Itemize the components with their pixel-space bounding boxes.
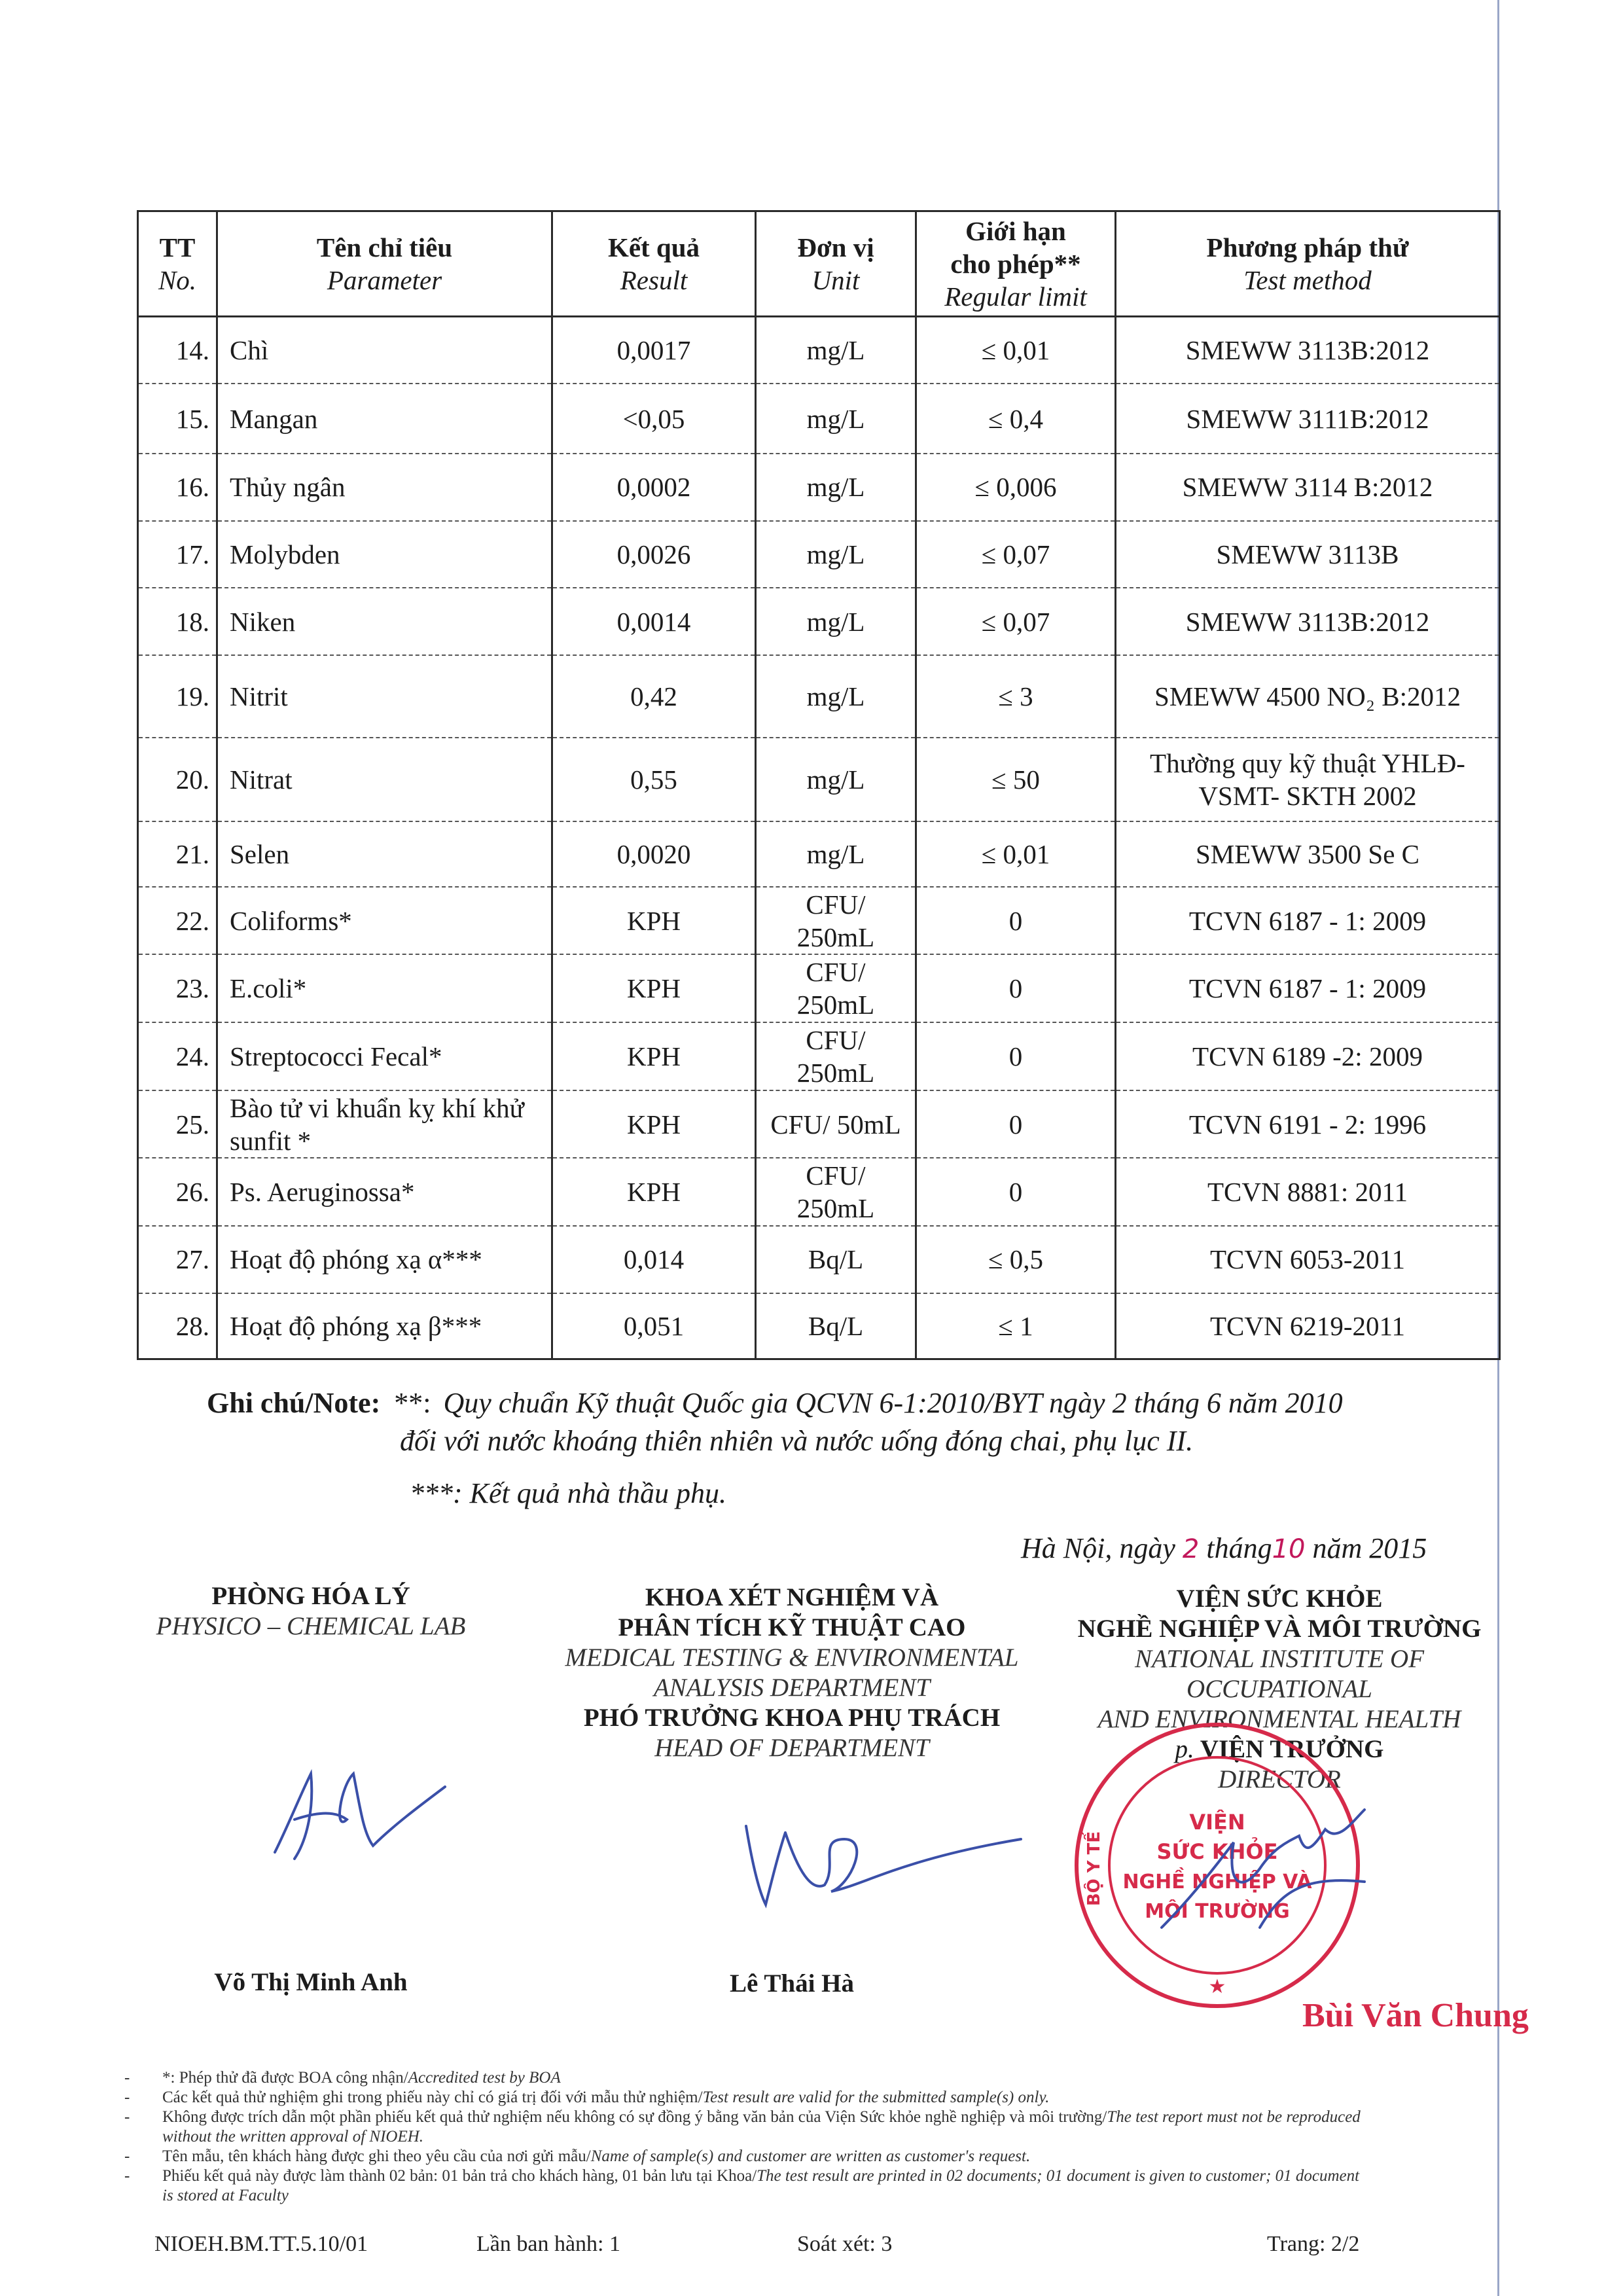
institute-role-prefix: p. bbox=[1175, 1735, 1194, 1763]
cell-tt: 18. bbox=[138, 588, 217, 655]
date-prefix: Hà Nội, ngày bbox=[1021, 1532, 1175, 1564]
cell-method: SMEWW 4500 NO₂ B:2012 bbox=[1116, 655, 1500, 738]
dept-title-en-2: ANALYSIS DEPARTMENT bbox=[653, 1674, 931, 1702]
signatory-lab bbox=[118, 1581, 504, 1641]
cell-unit: mg/L bbox=[756, 588, 916, 655]
cell-result: 0,0017 bbox=[552, 317, 756, 384]
cell-param: Selen bbox=[217, 821, 552, 887]
footnote-bullet: - bbox=[124, 2167, 130, 2185]
cell-method: TCVN 8881: 2011 bbox=[1116, 1158, 1500, 1226]
cell-method: TCVN 6219-2011 bbox=[1116, 1293, 1500, 1359]
footnote-item bbox=[124, 2068, 1368, 2088]
cell-unit: CFU/ 250mL bbox=[756, 1022, 916, 1090]
cell-result: 0,42 bbox=[552, 655, 756, 738]
note-label: Ghi chú/Note: bbox=[207, 1387, 381, 1419]
institute-name: Bùi Văn Chung bbox=[1302, 1997, 1529, 2034]
stamp-line1: VIỆN bbox=[1189, 1810, 1245, 1835]
cell-tt: 24. bbox=[138, 1022, 217, 1090]
cell-tt: 15. bbox=[138, 384, 217, 454]
cell-param: Molybden bbox=[217, 521, 552, 588]
note1-line2: đối với nước khoáng thiên nhiên và nước uống đóng chai, phụ lục II. bbox=[400, 1425, 1194, 1457]
footnote-bullet: - bbox=[124, 2069, 130, 2087]
table-row bbox=[138, 588, 1500, 655]
cell-result: KPH bbox=[552, 1158, 756, 1226]
footnote-item bbox=[124, 2088, 1368, 2108]
cell-method: TCVN 6191 - 2: 1996 bbox=[1116, 1090, 1500, 1158]
cell-result: <0,05 bbox=[552, 384, 756, 454]
table-row bbox=[138, 1090, 1500, 1158]
table-row bbox=[138, 454, 1500, 521]
cell-unit: CFU/ 250mL bbox=[756, 954, 916, 1022]
cell-method: SMEWW 3111B:2012 bbox=[1116, 384, 1500, 454]
footnote-en: The test result are printed in 02 documents; 01 document is given to customer; 01 document is stored at Faculty bbox=[162, 2167, 1360, 2204]
cell-unit: mg/L bbox=[756, 821, 916, 887]
cell-method: TCVN 6187 - 1: 2009 bbox=[1116, 887, 1500, 955]
dept-title-2: PHÂN TÍCH KỸ THUẬT CAO bbox=[618, 1613, 966, 1641]
cell-param: Chì bbox=[217, 317, 552, 384]
cell-tt: 16. bbox=[138, 454, 217, 521]
cell-method: SMEWW 3113B:2012 bbox=[1116, 317, 1500, 384]
date-month-label: tháng bbox=[1206, 1532, 1272, 1564]
table-row bbox=[138, 821, 1500, 887]
institute-title-en-2: AND ENVIRONMENTAL HEALTH bbox=[1097, 1705, 1461, 1733]
cell-tt: 19. bbox=[138, 655, 217, 738]
cell-result: 0,0014 bbox=[552, 588, 756, 655]
cell-tt: 20. bbox=[138, 738, 217, 821]
cell-param: Hoạt độ phóng xạ β*** bbox=[217, 1293, 552, 1359]
stamp-line3: NGHỀ NGHIỆP VÀ bbox=[1122, 1871, 1312, 1893]
footnote-en: Name of sample(s) and customer are written as customer's request. bbox=[590, 2147, 1031, 2165]
table-row bbox=[138, 1226, 1500, 1293]
cell-limit: ≤ 0,01 bbox=[916, 821, 1116, 887]
cell-limit: ≤ 0,5 bbox=[916, 1226, 1116, 1293]
dept-role-en: HEAD OF DEPARTMENT bbox=[654, 1734, 929, 1762]
dept-title-1: KHOA XÉT NGHIỆM VÀ bbox=[645, 1583, 939, 1611]
footnote-item bbox=[124, 2166, 1368, 2206]
footnote-vi: Không được trích dẫn một phần phiếu kết quả thử nghiệm nếu không có sự đồng ý bằng văn bản của Viện Sức khỏe nghề nghiệp và môi trường/ bbox=[162, 2108, 1107, 2126]
table-row bbox=[138, 521, 1500, 588]
footnote-bullet: - bbox=[124, 2089, 130, 2106]
footnote-en: Accredited test by BOA bbox=[408, 2069, 561, 2087]
cell-method: SMEWW 3113B bbox=[1116, 521, 1500, 588]
institute-title-2: NGHỀ NGHIỆP VÀ MÔI TRƯỜNG bbox=[1077, 1615, 1482, 1643]
signature-lab-graphic bbox=[249, 1748, 458, 1878]
cell-result: 0,55 bbox=[552, 738, 756, 821]
table-row bbox=[138, 1293, 1500, 1359]
footnote-vi: Các kết quả thử nghiệm ghi trong phiếu này chỉ có giá trị đối với mẫu thử nghiệm/ bbox=[162, 2089, 703, 2106]
cell-method: TCVN 6189 -2: 2009 bbox=[1116, 1022, 1500, 1090]
header-method: Phương pháp thử Test method bbox=[1116, 211, 1500, 317]
cell-param: Bào tử vi khuẩn kỵ khí khử sunfit * bbox=[217, 1090, 552, 1158]
cell-result: 0,0020 bbox=[552, 821, 756, 887]
cell-param: Mangan bbox=[217, 384, 552, 454]
note1-marker: **: bbox=[394, 1387, 431, 1419]
cell-limit: ≤ 0,4 bbox=[916, 384, 1116, 454]
cell-param: Ps. Aeruginossa* bbox=[217, 1158, 552, 1226]
date-day: 2 bbox=[1182, 1534, 1200, 1564]
stamp-ring: BỘ Y TẾ bbox=[1084, 1831, 1104, 1907]
cell-param: Nitrit bbox=[217, 655, 552, 738]
header-result: Kết quả Result bbox=[552, 211, 756, 317]
cell-tt: 14. bbox=[138, 317, 217, 384]
cell-result: KPH bbox=[552, 887, 756, 955]
cell-unit: mg/L bbox=[756, 521, 916, 588]
footnote-en: Test result are valid for the submitted sample(s) only. bbox=[702, 2089, 1050, 2106]
footer-review: Soát xét: 3 bbox=[797, 2232, 893, 2256]
stamp-star: ★ bbox=[1208, 1976, 1226, 1998]
table-body bbox=[138, 317, 1500, 1359]
lab-title-en: PHYSICO – CHEMICAL LAB bbox=[156, 1612, 466, 1640]
cell-limit: ≤ 50 bbox=[916, 738, 1116, 821]
cell-method: SMEWW 3114 B:2012 bbox=[1116, 454, 1500, 521]
cell-tt: 26. bbox=[138, 1158, 217, 1226]
cell-param: Thủy ngân bbox=[217, 454, 552, 521]
cell-limit: 0 bbox=[916, 887, 1116, 955]
cell-unit: CFU/ 250mL bbox=[756, 887, 916, 955]
note-block bbox=[207, 1386, 1450, 1510]
cell-tt: 17. bbox=[138, 521, 217, 588]
stamp-line4: MÔI TRƯỜNG bbox=[1145, 1900, 1290, 1923]
cell-tt: 23. bbox=[138, 954, 217, 1022]
lab-title: PHÒNG HÓA LÝ bbox=[211, 1582, 410, 1610]
signature-dept-graphic bbox=[740, 1813, 1027, 1924]
institute-title-1: VIỆN SỨC KHỎE bbox=[1176, 1585, 1383, 1613]
cell-tt: 27. bbox=[138, 1226, 217, 1293]
cell-result: KPH bbox=[552, 1090, 756, 1158]
cell-method: SMEWW 3113B:2012 bbox=[1116, 588, 1500, 655]
cell-tt: 25. bbox=[138, 1090, 217, 1158]
cell-result: 0,0026 bbox=[552, 521, 756, 588]
cell-unit: CFU/ 250mL bbox=[756, 1158, 916, 1226]
cell-param: Coliforms* bbox=[217, 887, 552, 955]
cell-unit: mg/L bbox=[756, 384, 916, 454]
signatory-department bbox=[537, 1583, 1047, 1763]
header-limit: Giới hạn cho phép** Regular limit bbox=[916, 211, 1116, 317]
footnote-en: The test report must not be reproduced without the written approval of NIOEH. bbox=[162, 2108, 1361, 2145]
cell-tt: 22. bbox=[138, 887, 217, 955]
table-header-row bbox=[138, 211, 1500, 317]
cell-unit: CFU/ 50mL bbox=[756, 1090, 916, 1158]
cell-unit: Bq/L bbox=[756, 1293, 916, 1359]
institute-role-en: DIRECTOR bbox=[1218, 1765, 1341, 1793]
header-parameter: Tên chỉ tiêu Parameter bbox=[217, 211, 552, 317]
dept-title-en-1: MEDICAL TESTING & ENVIRONMENTAL bbox=[565, 1643, 1019, 1672]
footer-page: Trang: 2/2 bbox=[1267, 2232, 1360, 2256]
footnote-vi: Tên mẫu, tên khách hàng được ghi theo yêu cầu của nơi gửi mẫu/ bbox=[162, 2147, 591, 2165]
cell-result: KPH bbox=[552, 1022, 756, 1090]
cell-param: Hoạt độ phóng xạ α*** bbox=[217, 1226, 552, 1293]
cell-method: TCVN 6053-2011 bbox=[1116, 1226, 1500, 1293]
cell-result: 0,0002 bbox=[552, 454, 756, 521]
cell-result: 0,014 bbox=[552, 1226, 756, 1293]
cell-method: Thường quy kỹ thuật YHLĐ-VSMT- SKTH 2002 bbox=[1116, 738, 1500, 821]
institute-title-en-1: NATIONAL INSTITUTE OF OCCUPATIONAL bbox=[1134, 1645, 1425, 1703]
header-tt: TT No. bbox=[138, 211, 217, 317]
results-table bbox=[137, 210, 1501, 1360]
cell-unit: Bq/L bbox=[756, 1226, 916, 1293]
cell-result: 0,051 bbox=[552, 1293, 756, 1359]
cell-param: Nitrat bbox=[217, 738, 552, 821]
cell-limit: ≤ 0,006 bbox=[916, 454, 1116, 521]
institute-role: VIỆN TRƯỞNG bbox=[1200, 1735, 1384, 1763]
stamp-line2: SỨC KHỎE bbox=[1156, 1839, 1278, 1864]
table-row bbox=[138, 887, 1500, 955]
date-year: năm 2015 bbox=[1312, 1532, 1427, 1564]
cell-unit: mg/L bbox=[756, 317, 916, 384]
cell-limit: ≤ 0,01 bbox=[916, 317, 1116, 384]
table-row bbox=[138, 384, 1500, 454]
footnote-bullet: - bbox=[124, 2147, 130, 2165]
cell-tt: 28. bbox=[138, 1293, 217, 1359]
header-unit: Đơn vị Unit bbox=[756, 211, 916, 317]
cell-method: SMEWW 3500 Se C bbox=[1116, 821, 1500, 887]
footnote-vi: Phiếu kết quả này được làm thành 02 bản: 01 bản trả cho khách hàng, 01 bản lưu tại Khoa/ bbox=[162, 2167, 757, 2185]
footer-code: NIOEH.BM.TT.5.10/01 bbox=[154, 2232, 368, 2256]
cell-result: KPH bbox=[552, 954, 756, 1022]
cell-param: E.coli* bbox=[217, 954, 552, 1022]
table-row bbox=[138, 655, 1500, 738]
table-row bbox=[138, 954, 1500, 1022]
date-month: 10 bbox=[1272, 1534, 1306, 1564]
lab-name: Võ Thị Minh Anh bbox=[214, 1968, 408, 1996]
cell-limit: ≤ 1 bbox=[916, 1293, 1116, 1359]
footnote-vi: *: Phép thử đã được BOA công nhận/ bbox=[162, 2069, 408, 2087]
cell-limit: 0 bbox=[916, 1022, 1116, 1090]
cell-unit: mg/L bbox=[756, 655, 916, 738]
cell-tt: 21. bbox=[138, 821, 217, 887]
cell-limit: ≤ 0,07 bbox=[916, 521, 1116, 588]
note1-line1: Quy chuẩn Kỹ thuật Quốc gia QCVN 6-1:2010/BYT ngày 2 tháng 6 năm 2010 bbox=[443, 1387, 1343, 1419]
table-row bbox=[138, 738, 1500, 821]
footnote-bullet: - bbox=[124, 2108, 130, 2126]
institute-stamp-graphic bbox=[1063, 1712, 1371, 2019]
footer-edition: Lần ban hành: 1 bbox=[476, 2232, 620, 2256]
issue-date bbox=[1021, 1532, 1427, 1565]
footnotes bbox=[124, 2068, 1368, 2206]
table-row bbox=[138, 317, 1500, 384]
footnote-item bbox=[124, 2147, 1368, 2166]
cell-unit: mg/L bbox=[756, 454, 916, 521]
cell-limit: 0 bbox=[916, 954, 1116, 1022]
note2-marker: ***: bbox=[410, 1477, 463, 1509]
table-row bbox=[138, 1022, 1500, 1090]
cell-param: Niken bbox=[217, 588, 552, 655]
cell-param: Streptococci Fecal* bbox=[217, 1022, 552, 1090]
cell-unit: mg/L bbox=[756, 738, 916, 821]
footnote-item bbox=[124, 2108, 1368, 2147]
cell-limit: 0 bbox=[916, 1158, 1116, 1226]
cell-limit: 0 bbox=[916, 1090, 1116, 1158]
note2-text: Kết quả nhà thầu phụ. bbox=[469, 1477, 726, 1509]
dept-name: Lê Thái Hà bbox=[730, 1969, 854, 1998]
dept-role: PHÓ TRƯỞNG KHOA PHỤ TRÁCH bbox=[583, 1704, 1001, 1732]
table-row bbox=[138, 1158, 1500, 1226]
cell-limit: ≤ 0,07 bbox=[916, 588, 1116, 655]
cell-limit: ≤ 3 bbox=[916, 655, 1116, 738]
cell-method: TCVN 6187 - 1: 2009 bbox=[1116, 954, 1500, 1022]
